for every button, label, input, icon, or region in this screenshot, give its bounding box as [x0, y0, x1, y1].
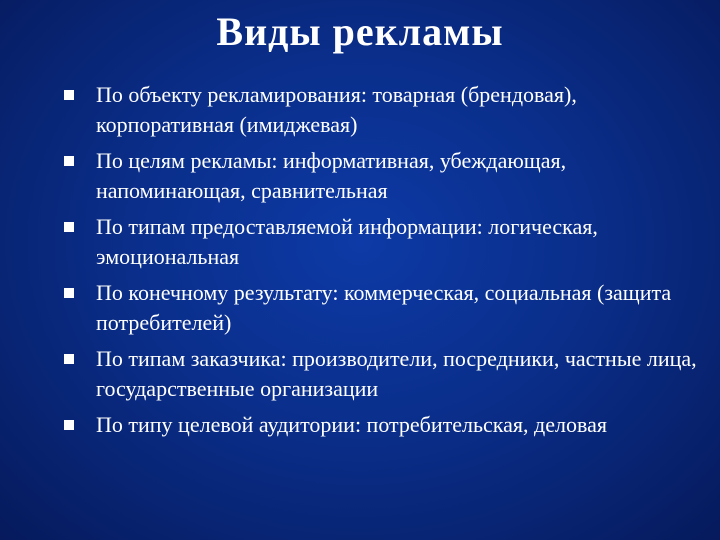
bullet-text: По типу целевой аудитории: потребительская, деловая: [96, 412, 607, 437]
square-bullet-icon: [64, 288, 74, 298]
square-bullet-icon: [64, 222, 74, 232]
square-bullet-icon: [64, 90, 74, 100]
bullet-text: По целям рекламы: информативная, убеждающая, напоминающая, сравнительная: [96, 148, 567, 203]
list-item: [62, 410, 702, 470]
bullet-text: По объекту рекламирования: товарная (брендовая), корпоративная (имиджевая): [96, 82, 577, 137]
bullet-text: По типам заказчика: производители, посредники, частные лица, государственные организации: [96, 346, 697, 401]
bullet-text: По конечному результату: коммерческая, социальная (защита потребителей): [96, 280, 672, 335]
list-item: [62, 146, 702, 206]
bullet-text: По типам предоставляемой информации: логическая, эмоциональная: [96, 214, 598, 269]
square-bullet-icon: [64, 156, 74, 166]
square-bullet-icon: [64, 354, 74, 364]
list-item: [62, 278, 702, 338]
slide-title: Виды рекламы: [216, 9, 504, 54]
square-bullet-icon: [64, 420, 74, 430]
list-item: [62, 80, 702, 140]
list-item: [62, 212, 702, 272]
bullet-list: [62, 80, 702, 476]
list-item: [62, 344, 702, 404]
